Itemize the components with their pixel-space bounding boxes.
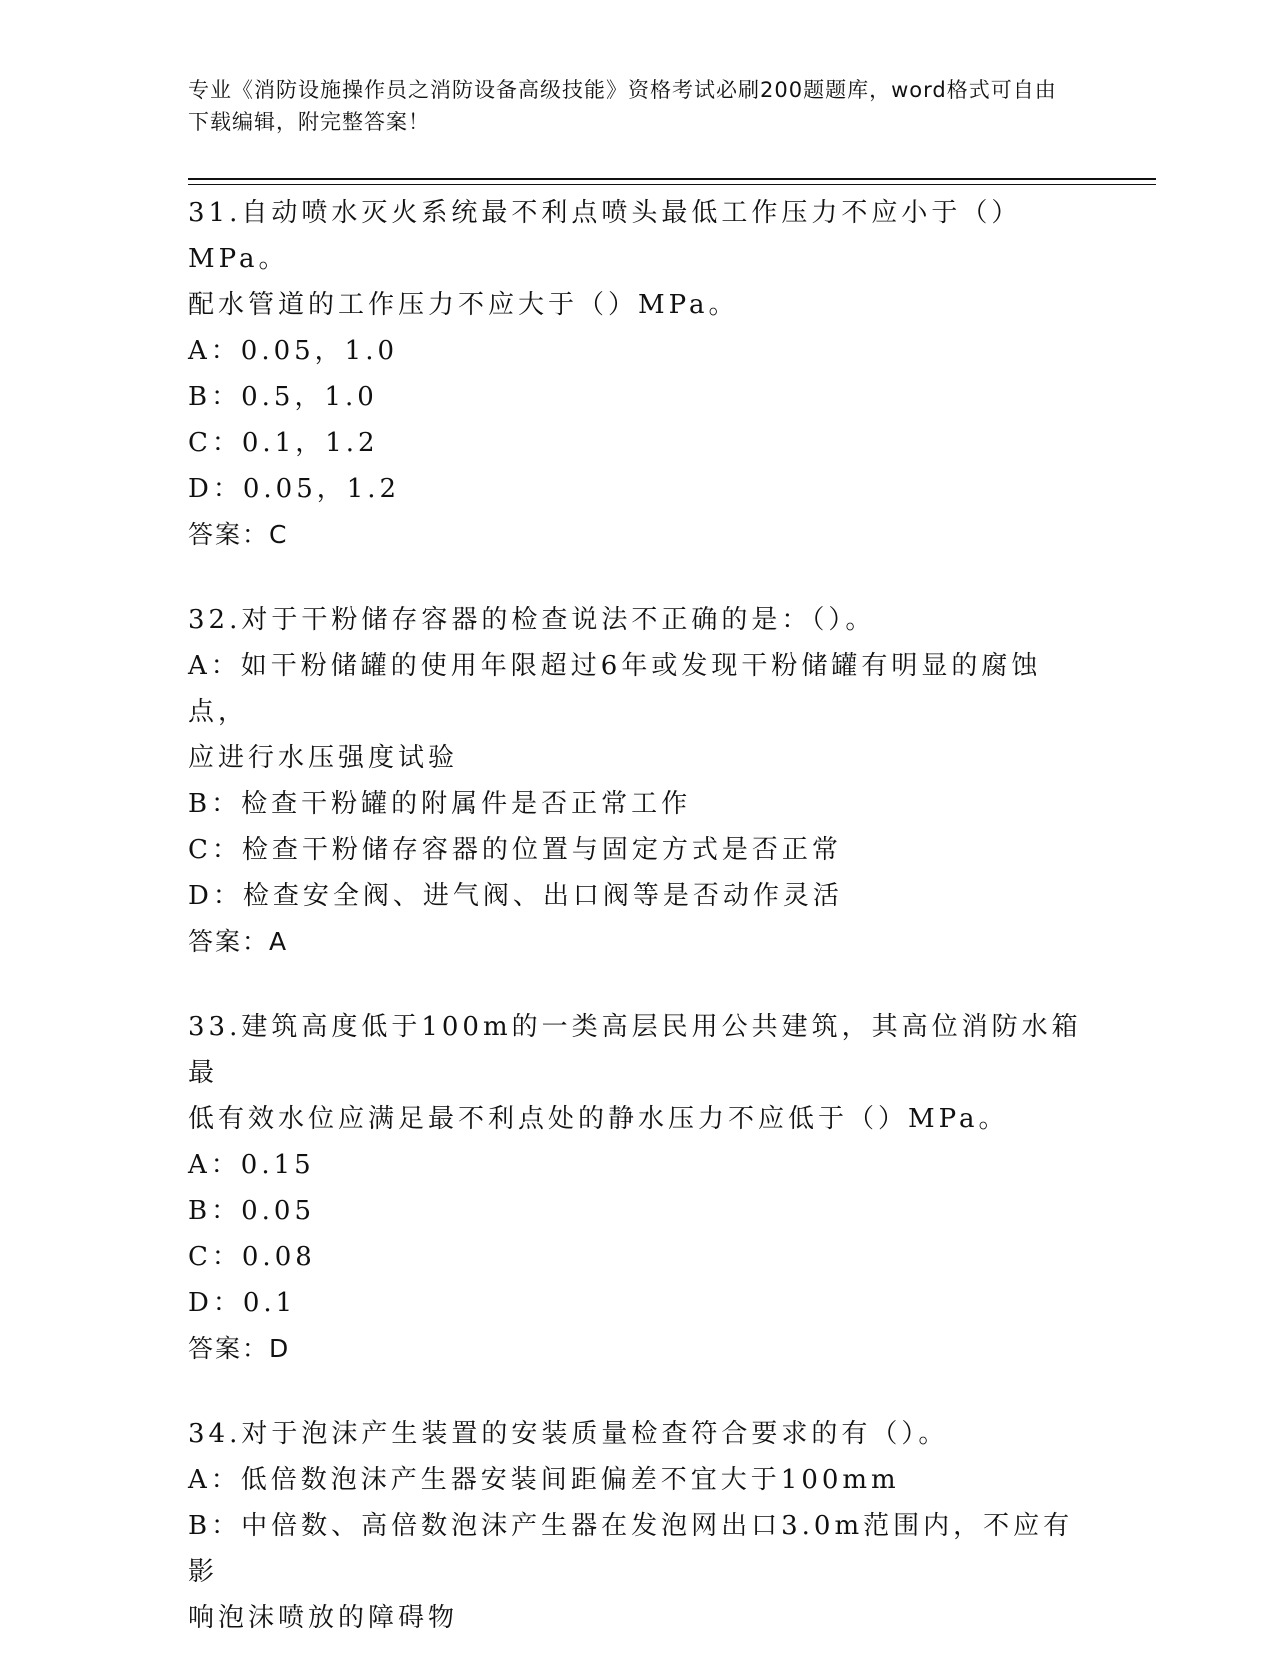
answer-text: 答案：D — [188, 1334, 291, 1363]
option-a: A：0.05，1.0 — [188, 336, 399, 366]
answer-text: 答案：A — [188, 927, 289, 956]
question-list — [188, 190, 1088, 1680]
question-34 — [188, 1411, 1088, 1641]
option-a-continued: 应进行水压强度试验 — [188, 743, 459, 773]
option-b: B：0.05 — [188, 1196, 315, 1226]
question-text: 配水管道的工作压力不应大于（）MPa。 — [188, 290, 739, 320]
question-text: 31.自动喷水灭火系统最不利点喷头最低工作压力不应小于（）MPa。 — [188, 198, 1022, 274]
option-c: C：0.08 — [188, 1242, 316, 1272]
option-a: A：0.15 — [188, 1150, 315, 1180]
question-33 — [188, 1004, 1088, 1372]
option-b: B：中倍数、高倍数泡沫产生器在发泡网出口3.0m范围内，不应有影 — [188, 1511, 1074, 1587]
header-divider-thin — [188, 184, 1156, 185]
option-d: D：0.05，1.2 — [188, 474, 401, 504]
option-d: D：检查安全阀、进气阀、出口阀等是否动作灵活 — [188, 881, 843, 911]
question-31 — [188, 190, 1088, 558]
question-32 — [188, 597, 1088, 965]
document-header: 专业《消防设施操作员之消防设备高级技能》资格考试必刷200题题库，word格式可自由下载编辑，附完整答案！ — [188, 78, 1057, 134]
option-b: B：检查干粉罐的附属件是否正常工作 — [188, 789, 692, 819]
question-text: 33.建筑高度低于100m的一类高层民用公共建筑，其高位消防水箱最 — [188, 1012, 1082, 1088]
answer-text: 答案：C — [188, 520, 289, 549]
question-text: 低有效水位应满足最不利点处的静水压力不应低于（）MPa。 — [188, 1104, 1009, 1134]
option-a: A：低倍数泡沫产生器安装间距偏差不宜大于100mm — [188, 1465, 900, 1495]
option-b: B：0.5，1.0 — [188, 382, 378, 412]
option-a: A：如干粉储罐的使用年限超过6年或发现干粉储罐有明显的腐蚀点， — [188, 651, 1042, 727]
option-b-continued: 响泡沫喷放的障碍物 — [188, 1603, 459, 1633]
header-divider-thick — [188, 178, 1156, 180]
question-text: 34.对于泡沫产生装置的安装质量检查符合要求的有（）。 — [188, 1419, 949, 1449]
option-c: C：检查干粉储存容器的位置与固定方式是否正常 — [188, 835, 842, 865]
option-c: C：0.1，1.2 — [188, 428, 379, 458]
question-text: 32.对于干粉储存容器的检查说法不正确的是：（）。 — [188, 605, 876, 635]
option-d: D：0.1 — [188, 1288, 297, 1318]
